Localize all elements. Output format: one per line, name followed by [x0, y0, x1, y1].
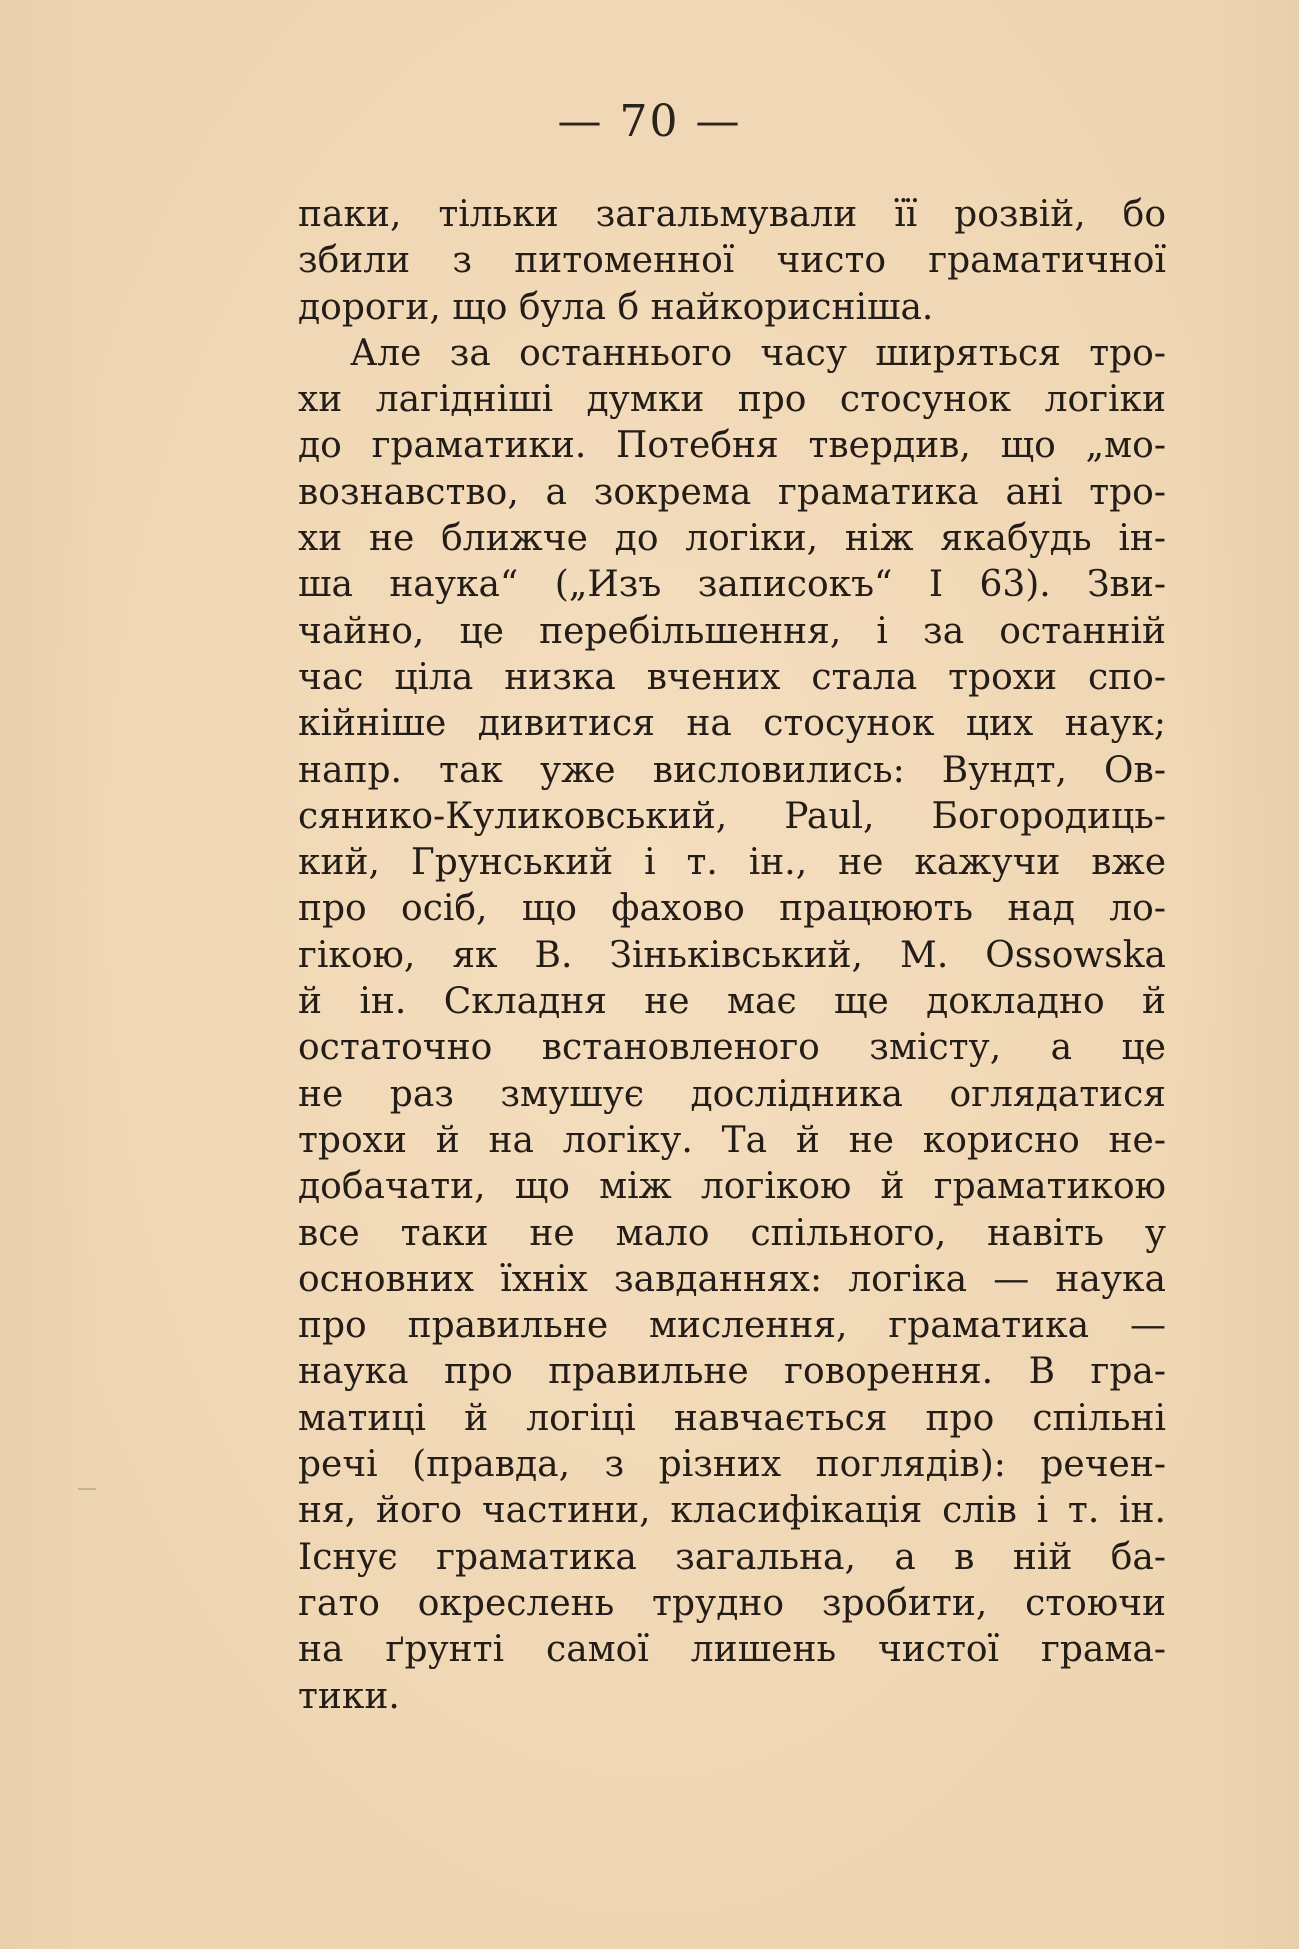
text-line: гікою, як В. Зіньківський, М. Ossowska: [298, 934, 1166, 976]
text-line: хи лагідніші думки про стосунок логіки: [298, 379, 1166, 421]
text-line: матиці й логіці навчається про спільні: [298, 1397, 1166, 1439]
text-line: сянико-Куликовський, Paul, Богородиць-: [298, 795, 1166, 837]
text-line: дороги, що була б найкорисніша.: [298, 286, 934, 328]
text-line: трохи й на логіку. Та й не корисно не-: [298, 1119, 1166, 1161]
page-number: — 70 —: [557, 96, 742, 147]
text-line: речі (правда, з різних поглядів): речен-: [298, 1444, 1166, 1486]
text-line: основних їхніх завданнях: логіка — наука: [298, 1258, 1166, 1300]
text-line: напр. так уже висловились: Вундт, Ов-: [298, 749, 1166, 791]
text-line: наука про правильне говорення. В гра-: [298, 1351, 1166, 1393]
text-line: не раз змушує дослідника оглядатися: [298, 1073, 1166, 1115]
text-line: добачати, що між логікою й граматикою: [298, 1166, 1166, 1208]
text-line: паки, тільки загальмували її розвій, бо: [298, 194, 1166, 235]
text-line: збили з питоменної чисто граматичної: [298, 240, 1166, 282]
text-line: й ін. Складня не має ще докладно й: [298, 981, 1166, 1023]
text-line: Існує граматика загальна, а в ній ба-: [298, 1536, 1166, 1578]
text-line: остаточно встановленого змісту, а це: [298, 1027, 1166, 1069]
text-line: на ґрунті самої лишень чистої грама-: [298, 1629, 1166, 1671]
body-text: [298, 192, 1166, 1720]
text-line: чайно, це перебільшення, і за останній: [298, 610, 1166, 652]
text-line: хи не ближче до логіки, ніж якабудь ін-: [298, 518, 1166, 560]
text-line: тики.: [298, 1675, 400, 1717]
text-line: час ціла низка вчених стала трохи спо-: [298, 656, 1166, 698]
text-line: кий, Грунський і т. ін., не кажучи вже: [298, 842, 1166, 884]
text-line: гато окреслень трудно зробити, стоючи: [298, 1582, 1166, 1624]
text-line: до граматики. Потебня твердив, що „мо-: [298, 425, 1166, 467]
margin-mark: [78, 1488, 96, 1490]
text-line: ша наука“ („Изъ записокъ“ І 63). Зви-: [298, 564, 1166, 606]
paragraph-start-line: Але за останнього часу ширяться тро-: [350, 332, 1166, 374]
text-line: кійніше дивитися на стосунок цих наук;: [298, 703, 1166, 745]
text-line: про осіб, що фахово працюють над ло-: [298, 888, 1166, 930]
text-line: про правильне мислення, граматика —: [298, 1305, 1166, 1347]
text-line: все таки не мало спільного, навіть у: [298, 1212, 1166, 1254]
text-line: вознавство, а зокрема граматика ані тро-: [298, 471, 1166, 513]
text-line: ня, його частини, класифікація слів і т. ін.: [298, 1490, 1166, 1532]
